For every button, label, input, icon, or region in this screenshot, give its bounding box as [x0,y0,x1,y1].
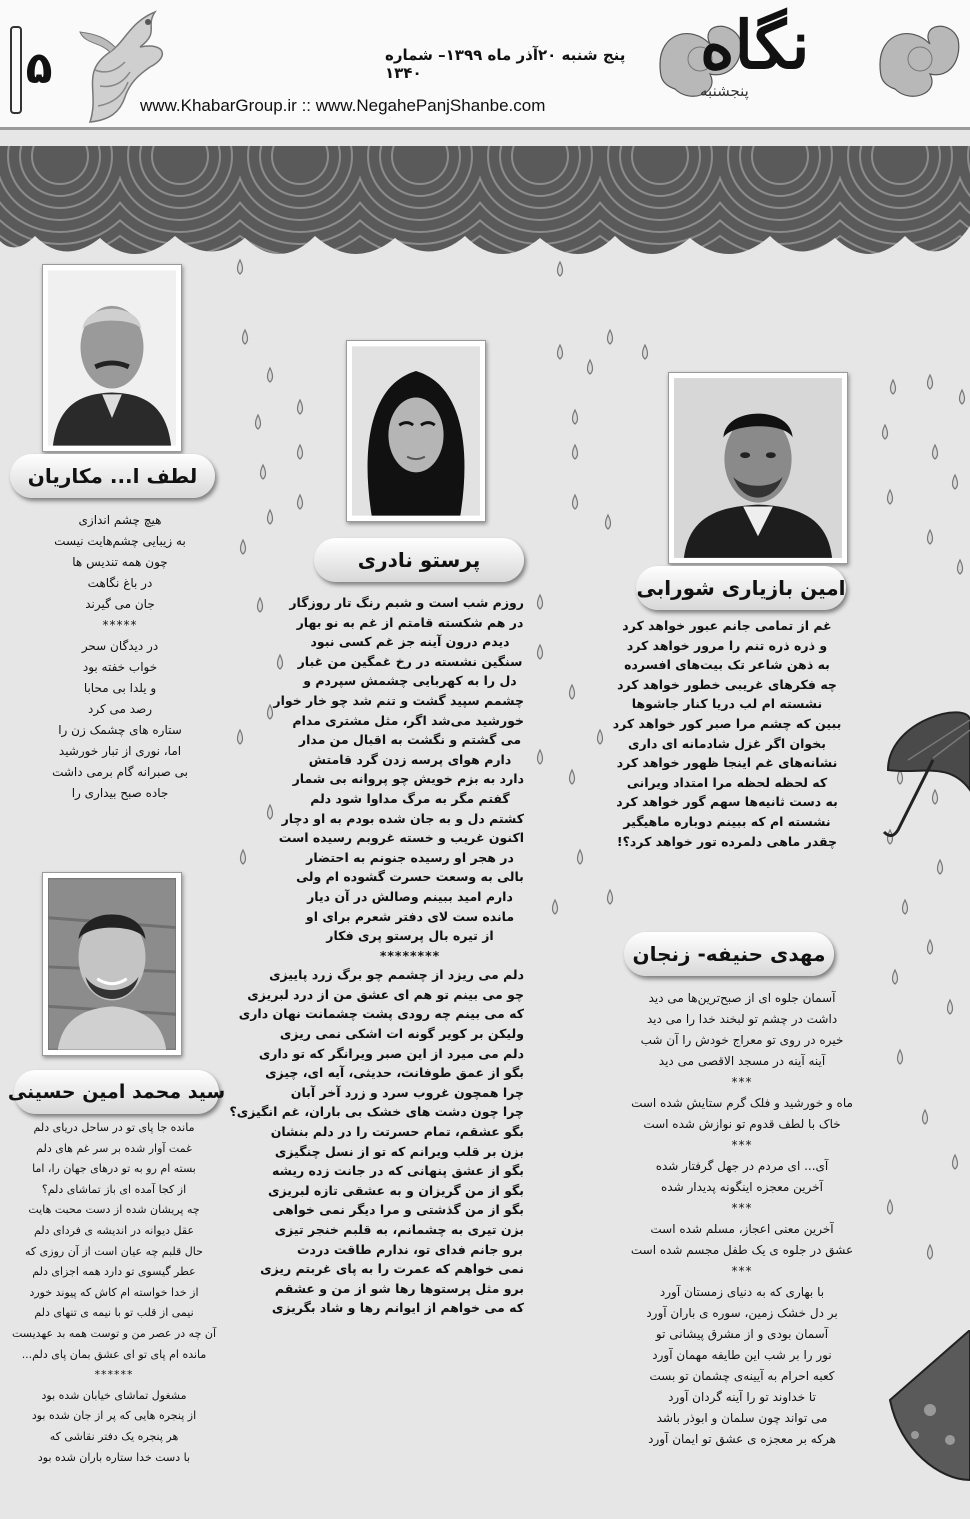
poem-line: آخرین معجزه اینگونه پدیدار شده [661,1180,823,1194]
poem-line: به ذهن شاعر تک بیت‌های افسرده [624,657,830,673]
poem-line: خواب خفته بود [82,660,158,674]
poem-line: در هجر او رسیده جنونم به احتضار [306,849,514,865]
poem-line: بگو از من گذشتی و مرا دیگر نمی خواهی [272,1202,524,1218]
poem-line: چه پریشان شده از دست محبت هایت [28,1203,200,1217]
poem-separator: ****** [94,1368,134,1382]
poem-line: از خدا خواسته ام کاش که پیوند خورد [29,1285,199,1299]
poem-line: دل را به کهربایی چشمش سپردم و [303,673,517,689]
poem-separator: ***** [102,618,138,632]
poet-nameplate: پرستو نادری [314,538,524,582]
poem-line: هر پنجره یک دفتر نقاشی که [49,1429,179,1443]
poem-line: آسمان جلوه ای از صبح‌ترین‌ها می دید [648,991,836,1005]
poem-line: نشانه‌های غم اینجا ظهور خواهد کرد [616,755,838,771]
poem-amin-baziyari [612,616,842,851]
poem-line: ماه و خورشید و فلک گرم ستایش شده است [631,1096,853,1110]
poem-line: عشق در جلوه ی یک طفل مجسم شده است [630,1243,854,1257]
photo-amin-baziyari [668,372,848,564]
poem-line: هرکه بر معجزه ی عشق تو ایمان آورد [648,1432,836,1446]
poem-line: آن چه در عصر من و توست همه بد عهدیست [12,1326,216,1340]
poem-line: اما، نوری از تبار خورشید [58,744,182,758]
poem-line: برو جانم فدای تو، ندارم طاقت دردت [296,1241,523,1257]
poem-line: دارد به بزم خویش چو پروانه بی شمار [292,771,524,787]
poem-line: به زیبایی چشم‌هایت نیست [54,534,186,548]
poem-parastoo-naderi [229,593,524,1318]
poem-line: و یلدا بی محابا [83,681,157,695]
poem-line: با دست خدا ستاره باران شده بود [37,1450,191,1464]
poem-line: نمی خواهم که عمرت را به پای غربتم ریزی [260,1261,524,1277]
poem-line: خیره در روی تو معراج خودش را آن شب [640,1033,844,1047]
poem-line: اکنون غریب و خسته غروبم رسیده است [278,830,524,846]
portrait-woman-icon [352,346,480,516]
poem-separator: *** [731,1075,753,1089]
poem-line: با بهاری که به دنیای زمستان آورد [659,1285,825,1299]
poem-line: بزن تیری به چشمانم، به قلبم خنجر تیزی [274,1222,524,1237]
poem-line: حال قلبم چه عیان است از آن روزی که [25,1244,203,1258]
poem-line: بزن بر قلب ویرانم که تو از نسل چنگیزی [274,1143,524,1159]
poem-line: آسمان بودی و از مشرق پیشانی تو [655,1327,829,1341]
poem-line: خاک با لطف قدوم تو نوازش شده است [643,1117,841,1131]
poem-line: نور را بر شب این طایفه مهمان آورد [652,1348,832,1362]
poem-line: چشمم سپید گشت و تنم شد چو خار خوار [273,692,524,708]
poem-separator: ******** [379,947,441,963]
poem-line: می گشتم و نگشت به اقبال من مدار [298,732,522,748]
poem-line: غم از تمامی جانم عبور خواهد کرد [622,618,832,633]
page-number: ۵ [8,26,70,110]
poem-line: برو مثل پرستوها رها شو از من و عشقم [274,1280,524,1296]
poem-line: می تواند چون سلمان و ابوذر باشد [656,1411,828,1425]
portrait-smiling-man-icon [48,878,176,1050]
poem-line: که لحظه لحظه مرا امتداد ویرانی [626,774,828,790]
logo-subtitle: پنجشنبه [700,82,749,100]
umbrella-icon [880,1330,970,1519]
poem-mehdi-hanifeh [622,988,862,1450]
poem-line: عطر گیسوی تو دارد همه اجزای دلم [32,1265,196,1279]
poem-line: مانده جا پای تو در ساحل دریای دلم [33,1121,195,1134]
poem-line: نشسته ام که ببینم دوباره ماهیگیر [623,813,831,829]
poem-line: مشغول تماشای خیابان شده بود [41,1388,187,1402]
poem-line: کعبه احرام به آیینه‌ی چشمان تو بست [649,1369,835,1383]
poet-nameplate: امین بازیاری شورابی [636,566,846,610]
poem-line: سنگین نشسته در رخ غمگین من غبار [297,653,523,669]
photo-parastoo-naderi [346,340,486,522]
poem-line: مانده ست لای دفتر شعرم برای او [305,908,515,924]
poem-line: دارم هوای پرسه زدن گرد قامتش [308,751,512,767]
poem-line: چرا همچون غروب سرد و زرد آخر آبان [290,1084,524,1100]
poem-line: دلم می میرد از این صبر ویرانگر که تو داری [258,1045,524,1061]
poem-line: غمت آوار شده بر سر غم های دلم [36,1141,192,1155]
poem-line: چو می بینم تو هم ای عشق من از درد لبریزی [247,986,524,1002]
masthead [0,0,970,130]
issue-dateline: پنج شنبه ۲۰آذر ماه ۱۳۹۹– شماره ۱۳۴۰ [385,46,626,82]
poet-nameplate: لطف ا... مکاریان [10,454,215,498]
poem-line: بر دل خشک زمین، سوره ی باران آورد [646,1306,838,1320]
poem-line: جاده صبح بیداری را [71,786,169,800]
poem-line: داشت در چشم تو لبخند خدا را می دید [646,1012,838,1026]
poem-line: آخرین معنی اعجاز، مسلم شده است [650,1222,834,1236]
poem-line: عقل دیوانه در اندیشه ی فردای دلم [33,1223,195,1237]
poem-line: روزم شب است و شبم رنگ تار روزگار [289,595,524,610]
poem-line: نشسته ام لب دریا کنار جاشوها [631,696,823,712]
poem-line: آینه آینه در مسجد الاقصی می دید [658,1054,826,1068]
poem-line: دیدم درون آینه جز غم کسی نبود [310,634,510,650]
poem-seyed-mohammad-amin-hosseini [10,1118,218,1468]
poem-line: تا خداوند تو را آینه گردان آورد [668,1390,816,1404]
photo-lotfollah-makarian [42,264,182,452]
poet-nameplate: سید محمد امین حسینی [14,1070,219,1114]
poem-line: ولیکن بر کویر گونه ات اشکی نمی ریزی [279,1026,524,1042]
poem-line: از کجا آمده ای باز تماشای دلم؟ [41,1182,187,1196]
poem-line: و ذره ذره تنم را مرور خواهد کرد [626,637,828,653]
poem-line: چقدر ماهی دلمرده تور خواهد کرد؟! [616,833,838,849]
poem-line: چون همه تندیس ها [72,555,168,569]
poem-line: آی... ای مردم در جهل گرفتار شده [655,1159,829,1173]
poem-line: که می بینم چه رودی پشت چشمانت نهان داری [238,1006,524,1022]
logo-title: نگاه [700,6,810,84]
poem-line: از تیره بال پرستو پری فکار [326,928,494,944]
poem-line: که می خواهم از ایوانم رها و شاد بگریزی [271,1300,524,1316]
poem-line: بی صبرانه گام برمی داشت [52,765,188,779]
portrait-older-man-icon [48,270,176,446]
poem-line: در باغ نگاهت [87,576,153,590]
poem-line: جان می گیرند [85,597,155,611]
poem-line: کشتم دل و به جان شده بودم به او دچار [281,810,524,826]
poem-line: بخوان اگر غزل شادمانه ای داری [628,735,826,751]
poem-line: به دست ثانیه‌ها سهم گور خواهد کرد [616,794,838,810]
poem-separator: *** [731,1264,753,1278]
poem-line: خورشید می‌شد اگر، مثل مشتری مدام [292,712,524,728]
poem-line: بگو از من گریزان و به عشقی تازه لبریزی [268,1182,524,1198]
poem-line: دلم می ریزد از چشمم چو برگ زرد پاییزی [269,967,524,983]
poem-separator: *** [731,1201,753,1215]
poem-line: هیچ چشم اندازی [78,513,162,527]
poem-line: نیمی از قلب تو با نیمه ی تنهای دلم [34,1306,194,1320]
poem-line: بگو عشقم، تمام حسرتت را در دلم بنشان [270,1124,524,1140]
poem-line: بسته ام رو به تو درهای جهان را، اما [32,1162,196,1176]
poem-line: چه فکرهای غریبی خطور خواهد کرد [617,676,837,692]
portrait-man-icon [674,378,842,558]
poem-line: ببین که چشم مرا صبر کور خواهد کرد [612,715,842,731]
poem-line: ستاره های چشمک زن را [58,723,182,737]
poem-line: رصد می کرد [87,702,153,716]
website-urls: www.KhabarGroup.ir :: www.NegahePanjShanbe.com [140,96,546,115]
poem-line: چرا چون دشت های خشک بی باران، غم انگیزی؟ [229,1104,524,1120]
poem-line: از پنجره هایی که پر از جان شده بود [31,1409,197,1423]
poem-separator: *** [731,1138,753,1152]
poem-line: دارم امید ببینم وصالش در آن دیار [307,888,513,904]
poet-nameplate: مهدی حنیفه- زنجان [624,932,834,976]
poem-line: در دیدگان سحر [81,639,159,653]
umbrella-icon [878,700,970,840]
poem-line: در هم شکسته قامتم از غم به نو بهار [296,614,524,630]
poem-line: بگو از عشق پنهانی که در جانت زده ریشه [272,1163,524,1179]
poem-lotfollah-makarian [20,510,220,804]
poem-line: مانده ام پای تو ای عشق بمان پای دلم... [21,1347,207,1361]
poem-line: گفتم مگر به مرگ مداوا شود دلم [310,790,510,806]
poem-line: بگو از عمق طوفانت، حدیثی، آیه ای، چیزی [265,1065,524,1081]
poem-line: بالی به وسعت حسرت گشوده ام ولی [296,869,524,885]
photo-seyed-mohammad-amin-hosseini [42,872,182,1056]
